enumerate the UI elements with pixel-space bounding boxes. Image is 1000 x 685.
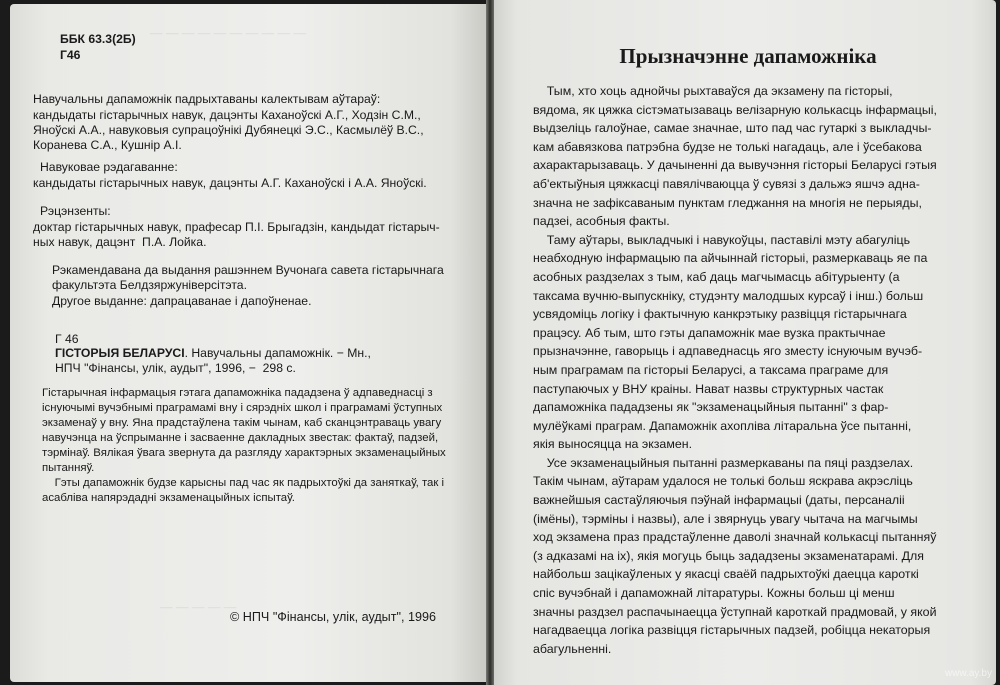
text-line: асобных раздзелах з тым, каб даць магчымасць абітурыенту (а	[533, 269, 900, 284]
text-line: важнейшыя састаўляючыя пэўнай інфармацыі (даты, персаналіі	[533, 493, 905, 508]
text-line: (з адказамі на іх), якія могуць быць зададзены экзаменатарамі. Для	[533, 548, 924, 563]
text-line: падзеі, асобныя факты.	[533, 214, 670, 229]
abstract-line: тэрмінаў. Вялікая ўвага звернута да разгляду характэрных экзаменацыйных	[42, 447, 446, 459]
text-line: прызначэнне, гаворыць і адпаведнасць яго зместу існуючым вучэб-	[533, 344, 923, 359]
reviewers-line: ных навук, дацэнт П.А. Лойка.	[33, 235, 207, 249]
copyright-line: © НПЧ "Фінансы, улік, аудыт", 1996	[230, 610, 436, 624]
catalog-title: ГІСТОРЫЯ БЕЛАРУСІ	[55, 346, 185, 360]
text-line: мулёўкамі праграм. Дапаможнік ахопліва літаральна ўсе пытанні,	[533, 418, 912, 433]
text-line: значна не зафіксаваным пунктам гледжання на многія не перыяды,	[533, 195, 922, 210]
text-line: найбольш зацікаўленых у якасці сваёй падрыхтоўкі даецца кароткі	[533, 567, 919, 582]
text-line: выдзеліць галоўнае, самае значнае, што пад час гутаркі з выкладчы-	[533, 121, 932, 136]
authors-line: кандыдаты гістарычных навук, дацэнты Каханоўскі А.Г., Ходзін С.М.,	[33, 108, 421, 122]
text-line: працэсу. Аб тым, што гэты дапаможнік мае вузка практычнае	[533, 325, 886, 340]
abstract-line: экзаменаў у вну. Яна прадстаўлена такім чынам, каб сканцэнтраваць увагу	[42, 417, 442, 429]
text-line: Тым, хто хоць аднойчы рыхтаваўся да экзамену па гісторыі,	[533, 84, 893, 98]
show-through-decoration-bottom: — — — — —	[160, 600, 237, 615]
book-spine	[486, 0, 494, 685]
authors-line: Коранева С.А., Кушнір А.І.	[33, 138, 182, 152]
abstract-line: пытанняў.	[42, 462, 95, 474]
editing-line: кандыдаты гістарычных навук, дацэнты А.Г. Каханоўскі і А.А. Яноўскі.	[33, 176, 427, 190]
page-title: Прызначэнне дапаможніка	[619, 44, 877, 68]
catalog-publisher-line: НПЧ "Фінансы, улік, аудыт", 1996, − 298 с.	[55, 361, 296, 375]
catalog-entry	[55, 346, 371, 361]
authors-line: Яноўскі А.А., навуковыя супрацоўнікі Дубянецкі Э.С., Касмылёў В.С.,	[33, 123, 424, 137]
text-line: (імёны), тэрміны і назвы), але і звярнуць увагу чытача на магчымы	[533, 511, 918, 526]
text-line: неабходную інфармацыю па айчыннай гісторыі, размеркаваць яе па	[533, 251, 928, 266]
text-line: дапаможніка пададзены як "экзаменацыйныя пытанні" з фар-	[533, 400, 889, 415]
text-line: кам абавязкова патрэбна будзе не толькі нагадаць, але і ўсебакова	[533, 139, 922, 154]
text-line: ахарактарызаваць. У дачыненні да вывучэння гісторыі Беларусі гэтыя	[533, 158, 937, 173]
catalog-code: Г 46	[55, 332, 79, 346]
catalog-title-rest: . Навучальны дапаможнік. − Мн.,	[184, 346, 371, 360]
text-line: усвядоміць логіку і фактычную канкрэтыку развіцця гістарычнага	[533, 307, 907, 322]
abstract-line: Гэты дапаможнік будзе карысны пад час як падрыхтоўкі да заняткаў, так і	[42, 477, 445, 489]
show-through-decoration: — — — — — — — — — —	[150, 26, 306, 41]
abstract-line: навучэнца на ўспрыманне і засваенне дакладных звестак: фактаў, падзей,	[42, 432, 439, 444]
text-line: значны раздзел распачынаецца ўступнай кароткай прадмовай, у якой	[533, 604, 937, 619]
text-line: аб'ектыўныя цяжкасці павялічваюцца ў сувязі з дальжэ яшчэ адна-	[533, 176, 920, 191]
text-line: Усе экзаменацыйныя пытанні размеркаваны па пяці раздзелах.	[533, 455, 914, 470]
watermark: www.ay.by	[944, 668, 992, 679]
abstract-line: Гістарычная інфармацыя гэтага дапаможніка пададзена ў адпаведнасці з	[42, 387, 433, 399]
bbk-code: ББК 63.3(2Б)	[60, 32, 136, 46]
text-line: нагадваецца логіка развіцця гістарычных падзей, робіцца некаторыя	[533, 623, 931, 638]
reviewers-line: доктар гістарычных навук, прафесар П.І. Брыгадзін, кандыдат гістарыч-	[33, 220, 440, 234]
body-text	[533, 82, 963, 658]
text-line: якія выносяцца на экзамен.	[533, 437, 693, 452]
abstract-line: асабліва напярэдадні экзаменацыйных іспытаў.	[42, 492, 295, 504]
text-line: вядома, як цяжка сістэматызаваць велізарную колькасць інфармацыі,	[533, 102, 937, 117]
edition-note: Другое выданне: дапрацаванае і дапоўненае.	[52, 294, 312, 308]
book-code: Г46	[60, 48, 81, 62]
text-line: Таму аўтары, выкладчыкі і навукоўцы, паставілі мэту абагуліць	[533, 232, 911, 247]
authors-heading: Навучальны дапаможнік падрыхтаваны калектывам аўтараў:	[33, 92, 381, 106]
text-line: спіс вучэбнай і дапаможнай літаратуры. Кожны больш ці менш	[533, 586, 895, 601]
editing-heading: Навуковае рэдагаванне:	[40, 160, 178, 174]
abstract-line: існуючымі вучэбнымі праграмамі вну і сярэдніх школ і праграмамі ўступных	[42, 402, 443, 414]
text-line: паступаючых у ВНУ краіны. Нават назвы структурных частак	[533, 381, 884, 396]
text-line: абагульненні.	[533, 641, 612, 656]
text-line: Такім чынам, аўтарам удалося не толькі больш яскрава акрэсліць	[533, 474, 913, 489]
reviewers-heading: Рэцэнзенты:	[40, 204, 111, 218]
recommendation-line: Рэкамендавана да выдання рашэннем Вучонага савета гістарычнага	[52, 263, 444, 277]
text-line: ход экзамена праз прадстаўленне даволі значнай колькасці пытанняў	[533, 530, 937, 545]
recommendation-line: факультэта Белдзяржуніверсітэта.	[52, 278, 247, 292]
text-line: ным праграмам па гісторыі Беларусі, а таксама праграме для	[533, 362, 889, 377]
text-line: таксама вучню-выпускніку, студэнту малодшых курсаў і інш.) больш	[533, 288, 924, 303]
